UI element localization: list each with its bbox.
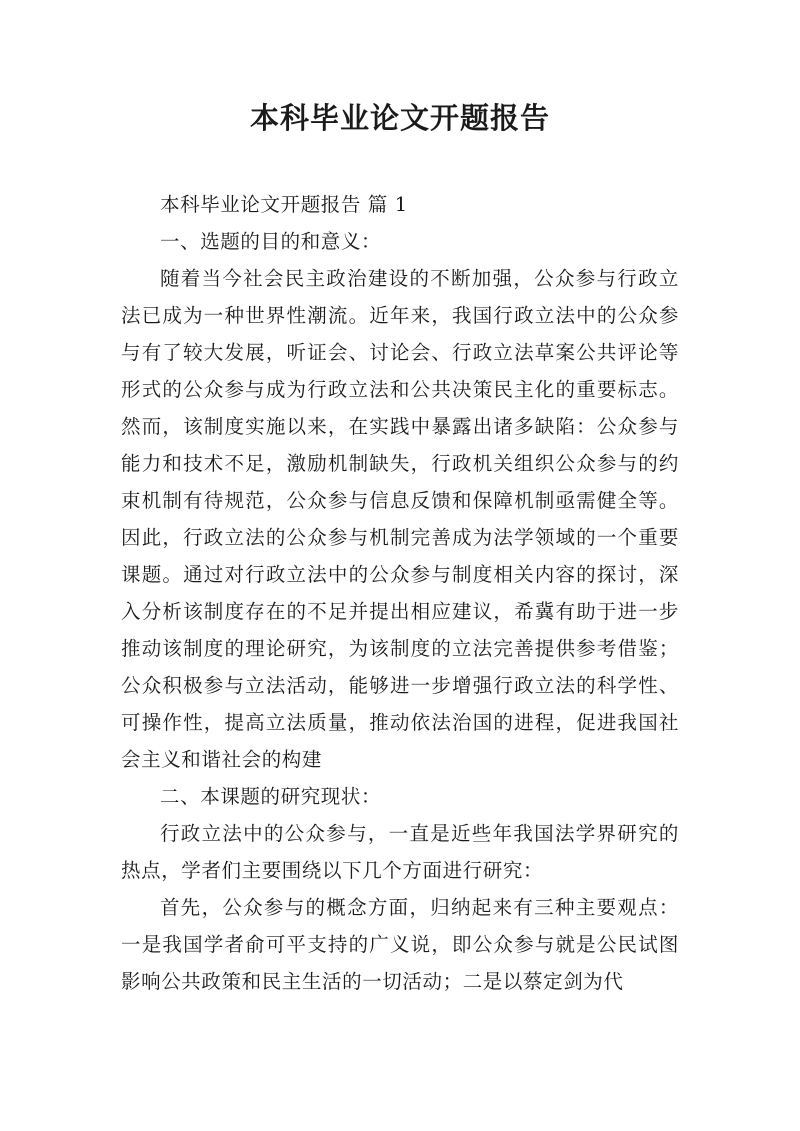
- paragraph-status-intro: 行政立法中的公众参与，一直是近些年我国法学界研究的热点，学者们主要围绕以下几个方面进行研究：: [121, 822, 679, 882]
- paragraph-purpose: 随着当今社会民主政治建设的不断加强，公众参与行政立法已成为一种世界性潮流。近年来，我国行政立法中的公众参与有了较大发展，听证会、讨论会、行政立法草案公共评论等形式的公众参与成为行政立法和公共决策民主化的重要标志。然而，该制度实施以来，在实践中暴露出诸多缺陷：公众参与能力和技术不足，激励机制缺失，行政机关组织公众参与的约束机制有待规范，公众参与信息反馈和保障机制亟需健全等。因此，行政立法的公众参与机制完善成为法学领域的一个重要课题。通过对行政立法中的公众参与制度相关内容的探讨，深入分析该制度存在的不足并提出相应建议，希冀有助于进一步推动该制度的理论研究，为该制度的立法完善提供参考借鉴；公众积极参与立法活动，能够进一步增强行政立法的科学性、可操作性，提高立法质量，推动依法治国的进程，促进我国社会主义和谐社会的构建: [121, 267, 679, 771]
- paragraph-concepts: 首先，公众参与的概念方面，归纳起来有三种主要观点：一是我国学者俞可平支持的广义说，即公众参与就是公民试图影响公共政策和民主生活的一切活动；二是以蔡定剑为代: [121, 896, 679, 993]
- document-title: 本科毕业论文开题报告: [249, 101, 550, 135]
- section-heading: 本科毕业论文开题报告 篇 1: [160, 193, 408, 216]
- document-body: [121, 186, 679, 1000]
- subsection-heading-purpose: 一、选题的目的和意义：: [160, 230, 382, 253]
- subsection-heading-status: 二、本课题的研究现状：: [160, 785, 382, 808]
